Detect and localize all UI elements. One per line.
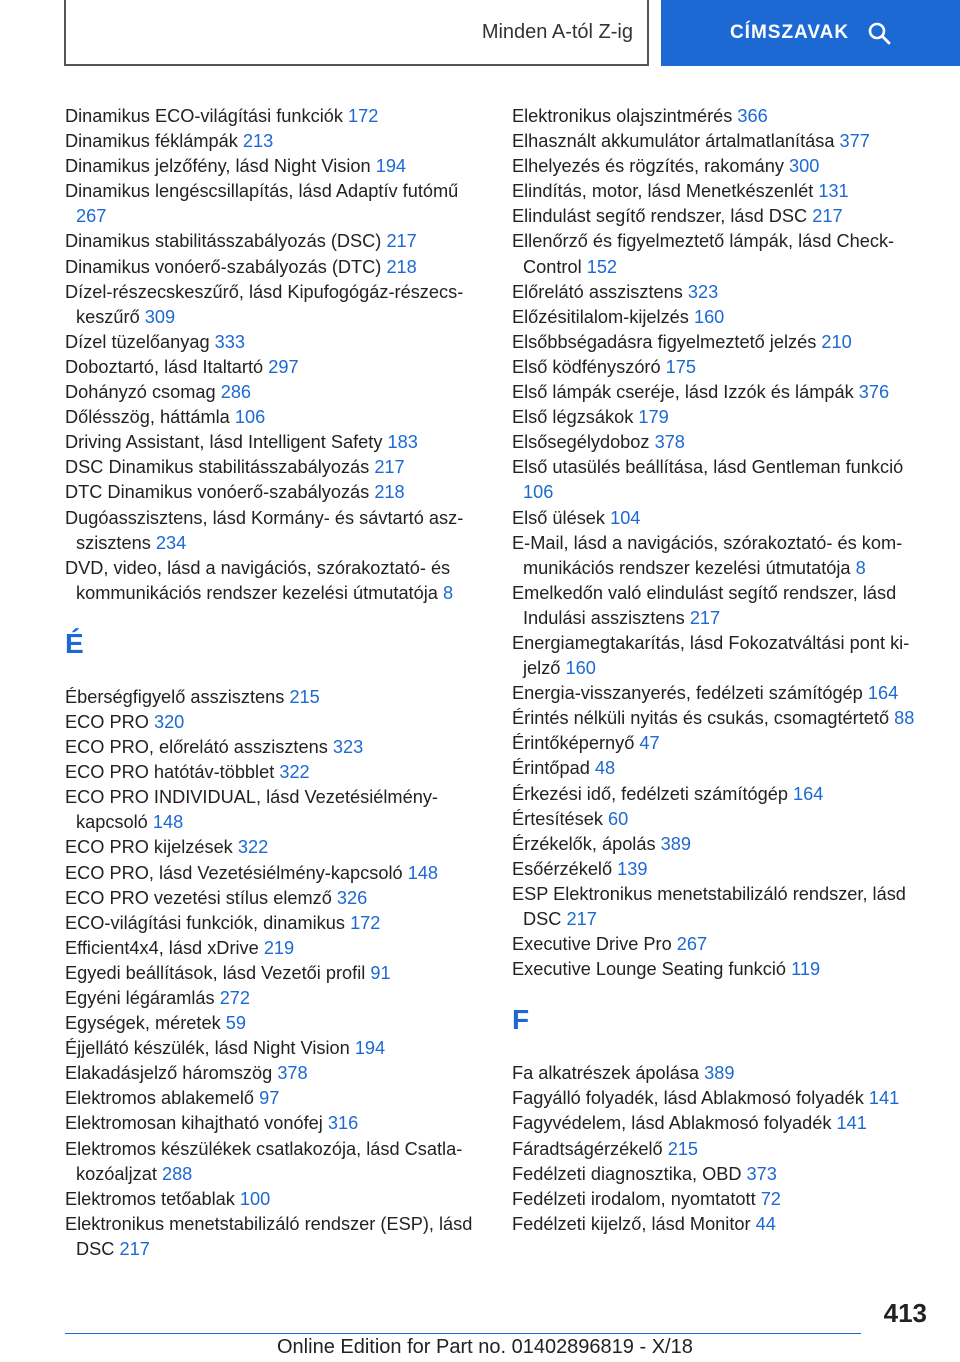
index-entry — [512, 857, 927, 882]
index-entry-text: Elektromos készülékek csatlakozója, lásd Csatlakozóaljzat — [65, 1138, 463, 1184]
index-column-left — [65, 104, 485, 1262]
index-entry-text: Egyedi beállítások, lásd Vezetői profil — [65, 962, 366, 983]
index-page-link[interactable]: 44 — [755, 1213, 776, 1234]
index-entry — [65, 961, 485, 986]
index-page-link[interactable]: 297 — [268, 356, 299, 377]
index-entry — [512, 305, 927, 330]
index-entry — [512, 355, 927, 380]
index-entry — [512, 129, 927, 154]
index-entry — [65, 886, 485, 911]
index-column-right — [512, 104, 927, 1237]
index-entry-text: ESP Elektronikus menetstabilizáló rendszer, lásd DSC — [512, 883, 906, 929]
index-entry-text: DTC Dinamikus vonóerő-szabályozás — [65, 482, 370, 503]
index-entry-text: Éjjellátó készülék, lásd Night Vision — [65, 1038, 350, 1059]
index-page-link[interactable]: 389 — [660, 833, 691, 854]
index-entry-text: ECO PRO kijelzések — [65, 837, 233, 858]
index-page-link[interactable]: 72 — [760, 1188, 781, 1209]
index-page-link[interactable]: 148 — [407, 862, 439, 883]
index-entry — [512, 1086, 927, 1111]
index-page-link[interactable]: 323 — [332, 737, 364, 758]
index-entry-text: E-Mail, lásd a navigációs, szórakoztató- és kommunikációs rendszer kezelési útmutatója — [512, 532, 903, 578]
index-entry-text: Dőlésszög, háttámla — [65, 407, 230, 428]
index-entry — [65, 380, 485, 405]
chapter-title: Minden A-tól Z-ig — [481, 20, 633, 43]
index-entry-text: Dinamikus vonóerő-szabályozás (DTC) — [65, 256, 382, 277]
index-entry-text: ECO PRO vezetési stílus elemző — [65, 887, 332, 908]
index-entry-text: Fedélzeti kijelző, lásd Monitor — [512, 1213, 751, 1234]
index-page-link[interactable]: 172 — [348, 106, 379, 126]
index-entry-text: Egységek, méretek — [65, 1013, 221, 1034]
index-entry-text: Éberségfigyelő asszisztens — [65, 686, 285, 707]
index-entry — [65, 1036, 485, 1061]
index-entry-text: Elektronikus olajszintmérés — [512, 106, 733, 126]
index-entry — [512, 832, 927, 857]
index-page-link[interactable]: 97 — [259, 1088, 280, 1109]
index-page-link[interactable]: 60 — [608, 808, 629, 829]
chapter-tab[interactable] — [64, 0, 649, 66]
index-entry — [512, 455, 927, 505]
index-page-link[interactable]: 326 — [336, 887, 368, 908]
index-entry — [65, 455, 485, 480]
index-entry-text: Elindulást segítő rendszer, lásd DSC — [512, 206, 808, 227]
index-entry-text: Fa alkatrészek ápolása — [512, 1063, 700, 1084]
index-page-link[interactable]: 333 — [214, 331, 245, 352]
index-entry — [512, 631, 927, 681]
index-page-link[interactable]: 8 — [855, 557, 866, 578]
index-entry — [65, 735, 485, 760]
index-entry — [65, 355, 485, 380]
index-entry — [65, 1011, 485, 1036]
index-entry-text: Előrelátó asszisztens — [512, 281, 683, 302]
footer-divider — [65, 1333, 861, 1334]
index-entry — [512, 1137, 927, 1162]
index-page-link[interactable]: 164 — [793, 783, 824, 804]
index-entry-text: Energia-visszanyerés, fedélzeti számítógép — [512, 683, 863, 704]
index-page-link[interactable]: 183 — [387, 432, 418, 453]
index-entry — [512, 581, 927, 631]
index-entry — [65, 154, 485, 179]
index-page-link[interactable]: 377 — [839, 131, 870, 152]
index-entry-text: Fagyvédelem, lásd Ablakmosó folyadék — [512, 1113, 832, 1134]
index-page-link[interactable]: 175 — [665, 356, 697, 377]
index-page-link[interactable]: 389 — [704, 1063, 735, 1084]
index-page-link[interactable]: 131 — [818, 181, 849, 202]
index-page-link[interactable]: 148 — [152, 812, 184, 833]
index-page-link[interactable]: 91 — [370, 962, 391, 983]
index-entry-text: Emelkedőn való elindulást segítő rendszer, lásd Indulási asszisztens — [512, 582, 897, 628]
index-entry — [65, 480, 485, 505]
index-entry — [65, 911, 485, 936]
index-entry-text: Első utasülés beállítása, lásd Gentleman funkció — [512, 457, 904, 478]
index-entry — [512, 1061, 927, 1086]
index-entry-text: ECO PRO — [65, 711, 149, 732]
index-page-link[interactable]: 47 — [639, 733, 660, 754]
index-page-link[interactable]: 300 — [789, 156, 820, 177]
index-entry-text: ECO PRO, előrelátó asszisztens — [65, 737, 328, 758]
index-entry-text: Előzésitilalom-kijelzés — [512, 306, 689, 327]
index-page-link[interactable]: 172 — [350, 912, 381, 933]
index-entry — [512, 531, 927, 581]
index-page-link[interactable]: 373 — [746, 1163, 777, 1184]
index-entry — [65, 710, 485, 735]
index-page-link[interactable]: 218 — [374, 482, 405, 503]
index-page-link[interactable]: 218 — [386, 256, 417, 277]
index-page-link[interactable]: 323 — [687, 281, 719, 302]
index-entry-text: Érzékelők, ápolás — [512, 833, 656, 854]
index-page-link[interactable]: 288 — [161, 1163, 193, 1184]
index-entry — [512, 179, 927, 204]
index-entry-text: Egyéni légáramlás — [65, 988, 215, 1008]
index-entry-text: Elhelyezés és rögzítés, rakomány — [512, 156, 784, 177]
index-page-link[interactable]: 164 — [867, 683, 899, 704]
index-entry — [512, 706, 927, 731]
index-entry — [512, 154, 927, 179]
index-entry-text: Fedélzeti irodalom, nyomtatott — [512, 1188, 756, 1209]
index-page-link[interactable]: 217 — [812, 206, 843, 227]
index-page-link[interactable]: 139 — [617, 858, 648, 879]
index-entry-text: Executive Drive Pro — [512, 934, 672, 955]
index-entry — [65, 179, 485, 229]
index-entry — [65, 330, 485, 355]
page-number: 413 — [883, 1298, 927, 1328]
index-entry-text: Executive Lounge Seating funkció — [512, 959, 787, 980]
index-entry-text: Elakadásjelző háromszög — [65, 1063, 273, 1084]
index-page-link[interactable]: 215 — [667, 1138, 699, 1159]
index-page-link[interactable]: 160 — [565, 658, 596, 679]
keywords-label: CÍMSZAVAK — [729, 22, 850, 43]
index-entry-text: ECO PRO, lásd Vezetésiélmény-kapcsoló — [65, 862, 403, 883]
index-page-link[interactable]: 210 — [821, 331, 852, 352]
index-page-link[interactable]: 194 — [375, 156, 407, 177]
index-entry-text: Dinamikus féklámpák — [65, 131, 238, 152]
footer-edition: Online Edition for Part no. 01402896819 - X/18 — [277, 1336, 693, 1358]
index-entry — [65, 760, 485, 785]
index-entry — [512, 104, 927, 129]
index-entry — [65, 405, 485, 430]
index-entry-text: Dinamikus ECO-világítási funkciók — [65, 106, 343, 126]
index-page-link[interactable]: 309 — [144, 306, 176, 327]
index-page-link[interactable]: 378 — [277, 1063, 308, 1084]
index-page-link[interactable]: 179 — [638, 407, 669, 428]
index-entry — [512, 731, 927, 756]
index-entry — [512, 932, 927, 957]
index-entry-text: Érintőpad — [512, 758, 590, 779]
index-entry — [65, 255, 485, 280]
index-entry — [65, 129, 485, 154]
index-entry — [65, 556, 485, 606]
index-entry-text: Elsősegélydoboz — [512, 432, 650, 453]
index-entry — [512, 807, 927, 832]
index-entry — [512, 204, 927, 229]
index-entry — [65, 785, 485, 835]
index-entry — [512, 756, 927, 781]
index-entry — [65, 430, 485, 455]
index-page-link[interactable]: 104 — [610, 507, 641, 528]
index-entry-text: Dízel-részecskeszűrő, lásd Kipufogógáz-részecskeszűrő — [65, 281, 464, 327]
index-page-link[interactable]: 119 — [791, 959, 821, 980]
index-page-link[interactable]: 217 — [689, 607, 721, 628]
index-entry-text: DSC Dinamikus stabilitásszabályozás — [65, 457, 370, 478]
index-entry — [65, 835, 485, 860]
index-page-link[interactable]: 267 — [676, 934, 708, 955]
index-entry — [65, 1086, 485, 1111]
index-page-link[interactable]: 217 — [119, 1238, 150, 1259]
index-page-link[interactable]: 160 — [693, 306, 725, 327]
index-page-link[interactable]: 106 — [523, 482, 554, 503]
index-entry — [65, 506, 485, 556]
index-entry-text: Dohányzó csomag — [65, 382, 216, 403]
index-entry-text: Dízel tüzelőanyag — [65, 331, 210, 352]
index-page-link[interactable]: 234 — [155, 532, 187, 553]
index-entry — [512, 681, 927, 706]
index-entry-text: Fáradtságérzékelő — [512, 1138, 663, 1159]
index-page-link[interactable]: 322 — [237, 837, 269, 858]
index-entry-text: Doboztartó, lásd Italtartó — [65, 356, 264, 377]
index-page-link[interactable]: 320 — [153, 711, 185, 732]
index-entry-text: Fagyálló folyadék, lásd Ablakmosó folyadék — [512, 1088, 864, 1109]
index-page-link[interactable]: 88 — [894, 708, 915, 729]
page-header — [64, 0, 960, 66]
index-page-link[interactable]: 141 — [868, 1088, 900, 1109]
index-entry-text: Esőérzékelő — [512, 858, 613, 879]
index-entry-text: Energiamegtakarítás, lásd Fokozatváltási pont kijelző — [512, 632, 910, 679]
index-letter-heading: F — [512, 1004, 530, 1036]
index-letter-heading: É — [65, 627, 84, 659]
index-entry-text: Érintés nélküli nyitás és csukás, csomagtértető — [512, 708, 890, 729]
index-entry-text: Elektromos tetőablak — [65, 1188, 235, 1209]
index-page-link[interactable]: 316 — [327, 1113, 359, 1134]
index-page-link[interactable]: 8 — [442, 582, 454, 603]
index-page-link[interactable]: 366 — [737, 106, 768, 126]
index-page-link[interactable]: 272 — [219, 988, 251, 1008]
index-page-link[interactable]: 141 — [836, 1113, 867, 1134]
index-entry — [512, 1187, 927, 1212]
index-entry — [65, 1212, 485, 1262]
index-page-link[interactable]: 152 — [586, 256, 618, 277]
index-entry-text: Elhasznált akkumulátor ártalmatlanítása — [512, 131, 835, 152]
index-page-link[interactable]: 267 — [76, 206, 107, 227]
index-entry-text: Dinamikus jelzőfény, lásd Night Vision — [65, 156, 371, 177]
index-entry-text: Értesítések — [512, 808, 603, 829]
index-page-link[interactable]: 378 — [654, 432, 685, 453]
index-entry-text: Érkezési idő, fedélzeti számítógép — [512, 783, 788, 804]
index-entry — [512, 882, 927, 932]
index-page-link[interactable]: 217 — [386, 231, 417, 252]
index-entry-text: Első lámpák cseréje, lásd Izzók és lámpák — [512, 382, 854, 403]
index-entry-text: Elindítás, motor, lásd Menetkészenlét — [512, 181, 814, 202]
index-entry-text: ECO-világítási funkciók, dinamikus — [65, 912, 345, 933]
index-entry — [65, 280, 485, 330]
index-page-link[interactable]: 48 — [594, 758, 616, 779]
keywords-tab[interactable] — [661, 0, 960, 66]
index-entry — [65, 104, 485, 129]
index-entry — [512, 430, 927, 455]
index-entry — [512, 506, 927, 531]
index-entry — [512, 782, 927, 807]
index-entry-text: Elektromosan kihajtható vonófej — [65, 1113, 323, 1134]
index-page-link[interactable]: 219 — [263, 937, 295, 958]
index-entry-text: ECO PRO INDIVIDUAL, lásd Vezetésiélmény-kapcsoló — [65, 787, 438, 833]
index-entry — [65, 1187, 485, 1212]
index-entry-text: ECO PRO hatótáv-többlet — [65, 762, 275, 783]
index-entry-text: DVD, video, lásd a navigációs, szórakoztató- és kommunikációs rendszer kezelési útmutatója — [65, 557, 451, 603]
index-entry — [65, 1137, 485, 1187]
index-page-link[interactable]: 100 — [239, 1188, 271, 1209]
index-entry — [65, 1111, 485, 1136]
index-entry-text: Ellenőrző és figyelmeztető lámpák, lásd Check-Control — [512, 231, 895, 277]
index-entry — [512, 957, 927, 982]
index-entry — [65, 685, 485, 710]
index-entry — [512, 380, 927, 405]
index-entry-text: Dugóasszisztens, lásd Kormány- és sávtartó aszszisztens — [65, 507, 464, 553]
index-entry — [65, 936, 485, 961]
index-entry-text: Driving Assistant, lásd Intelligent Safety — [65, 432, 383, 453]
index-entry — [512, 229, 927, 279]
index-page-link[interactable]: 217 — [374, 457, 405, 478]
index-entry-text: Elsőbbségadásra figyelmeztető jelzés — [512, 331, 817, 352]
index-entry — [512, 1212, 927, 1237]
index-page-link[interactable]: 106 — [234, 407, 266, 428]
index-entry — [65, 229, 485, 254]
index-page-link[interactable]: 194 — [354, 1038, 386, 1059]
index-entry-text: Első légzsákok — [512, 407, 634, 428]
index-entry-text: Dinamikus lengéscsillapítás, lásd Adaptív futómű — [65, 181, 459, 202]
index-entry-text: Elektronikus menetstabilizáló rendszer (ESP), lásd DSC — [65, 1213, 473, 1259]
index-entry-text: Első ülések — [512, 507, 606, 528]
index-page-link[interactable]: 59 — [225, 1013, 246, 1034]
index-entry-text: Dinamikus stabilitásszabályozás (DSC) — [65, 231, 382, 252]
index-page-link[interactable]: 213 — [242, 131, 274, 152]
index-page-link[interactable]: 286 — [220, 382, 252, 403]
index-page-link[interactable]: 215 — [289, 686, 320, 707]
index-page-link[interactable]: 217 — [566, 909, 597, 929]
index-entry-text: Efficient4x4, lásd xDrive — [65, 937, 259, 958]
index-entry-text: Fedélzeti diagnosztika, OBD — [512, 1163, 742, 1184]
index-entry-text: Érintőképernyő — [512, 733, 635, 754]
index-entry — [65, 986, 485, 1011]
index-entry-text: Elektromos ablakemelő — [65, 1088, 255, 1109]
search-icon — [867, 21, 891, 45]
index-entry — [512, 280, 927, 305]
index-entry — [512, 1111, 927, 1136]
index-page-link[interactable]: 322 — [279, 762, 310, 783]
index-entry — [512, 1162, 927, 1187]
index-entry-text: Első ködfényszóró — [512, 356, 661, 377]
index-entry — [512, 405, 927, 430]
index-entry — [65, 861, 485, 886]
index-entry — [65, 1061, 485, 1086]
index-entry — [512, 330, 927, 355]
index-page-link[interactable]: 376 — [858, 382, 890, 403]
